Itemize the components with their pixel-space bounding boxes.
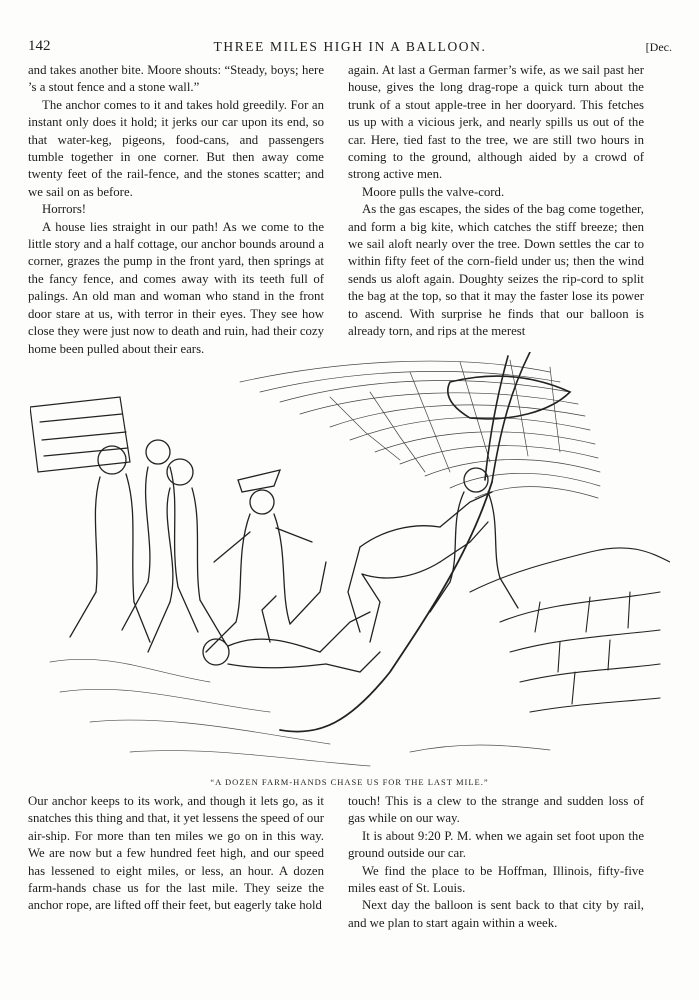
man-pulling-rope [348, 492, 492, 642]
paragraph: Our anchor keeps to its work, and though it lets go, as it snatches this thing and that, it yet lessens the speed of our air-ship. For more than ten miles we go on in this way. We are now but a few hundred feet high, and our speed has lessened to eight miles, or less, an hour. A dozen farm-hands chase us for the last mile. They seize the anchor rope, are lifted off their feet, but eagerly take hold [28, 794, 324, 913]
paragraph: The anchor comes to it and takes hold greedily. For an instant only does it hold; it jerks our car upon its end, so that water-keg, pigeons, food-cans, and passengers tumble together in one corner. But then away come twenty feet of the rail-fence, and the stones scatter; and we sail on as before. [28, 97, 324, 199]
running-header [28, 38, 672, 58]
text-column-bottom-right [348, 793, 644, 932]
fallen-man [203, 596, 380, 672]
text-column-bottom-left [28, 793, 324, 915]
paragraph: and takes another bite. Moore shouts: “Steady, boys; here ’s a stout fence and a stone wall.” [28, 63, 324, 95]
anchor-rope [280, 482, 492, 732]
balloon-fabric [240, 360, 600, 498]
illustration-caption: “A DOZEN FARM-HANDS CHASE US FOR THE LAST MILE.” [210, 777, 489, 787]
paragraph: again. At last a German farmer’s wife, as we sail past her house, gives the long drag-rope a quick turn about the trunk of a stout apple-tree in her dooryard. This fetches us up with a vicious jerk, and nearly spills us out of the car. Here, tied fast to the tree, we are still two hours in coming to the ground, although aided by a crowd of strong active men. [348, 63, 644, 182]
illustration-farm-hands-chase [30, 352, 670, 777]
stone-wall [470, 548, 670, 712]
paragraph: Horrors! [42, 202, 87, 217]
running-title: THREE MILES HIGH IN A BALLOON. [213, 39, 487, 54]
balloon-car [30, 397, 130, 472]
paragraph: As the gas escapes, the sides of the bag come together, and form a big kite, which catches the stiff breeze; then we sail aloft nearly over the tree. Down settles the car to within fifty feet of the corn-field under us; then the wind sends us aloft again. Doughty seizes the rip-cord to split the bag at the top, so that it may the faster lose its power to ascend. With surprise he finds that our balloon is already torn, and rips at the merest [348, 202, 644, 339]
text-column-top-left [28, 62, 324, 358]
page-number: 142 [28, 38, 51, 54]
ground [50, 659, 550, 766]
paragraph: Moore pulls the valve-cord. [362, 184, 505, 199]
running-farm-hands [70, 440, 226, 652]
paragraph: touch! This is a clew to the strange and sudden loss of gas while on our way. [348, 794, 644, 826]
month-label: [Dec. [645, 40, 672, 54]
paragraph: We find the place to be Hoffman, Illinois, fifty-five miles east of St. Louis. [348, 863, 644, 896]
paragraph: Next day the balloon is sent back to that city by rail, and we plan to start again within a week. [348, 898, 644, 930]
text-column-top-right [348, 62, 644, 341]
paragraph: A house lies straight in our path! As we come to the little story and a half cottage, our anchor bounds around a corner, grazes the pump in the front yard, then springs at the fancy fence, and comes away with its teeth full of palings. An old man and woman who stand in the front door stare at us, with terror in their eyes. They see how close they were just now to death and ruin, had their cozy home been pulled about their ears. [28, 219, 324, 356]
paragraph: It is about 9:20 P. M. when we again set foot upon the ground outside our car. [348, 828, 644, 861]
